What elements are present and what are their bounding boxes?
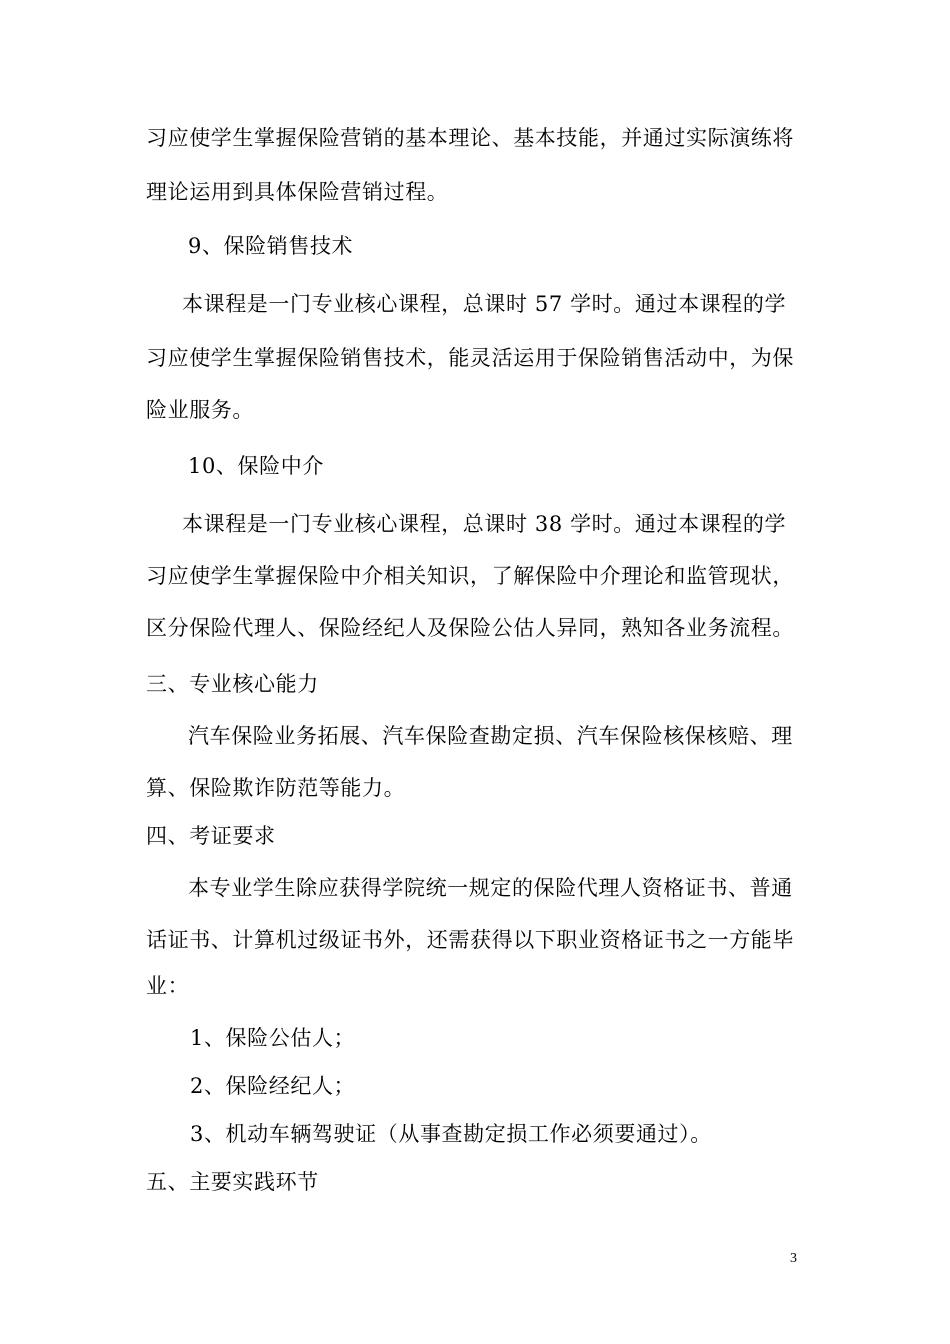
list-item: 2、保险经纪人； — [190, 1074, 356, 1098]
text-line: 业： — [146, 974, 190, 998]
text-line: 算、保险欺诈防范等能力。 — [146, 776, 406, 800]
section-heading: 9、保险销售技术 — [188, 234, 354, 258]
chapter-heading: 五、主要实践环节 — [146, 1170, 319, 1194]
chapter-heading: 四、考证要求 — [146, 824, 276, 848]
list-item: 1、保险公估人； — [190, 1026, 356, 1050]
text-line: 险业服务。 — [146, 398, 254, 422]
chapter-heading: 三、专业核心能力 — [146, 672, 319, 696]
text-line: 习应使学生掌握保险销售技术，能灵活运用于保险销售活动中，为保 — [146, 346, 794, 370]
list-item: 3、机动车辆驾驶证（从事查勘定损工作必须要通过）。 — [190, 1122, 712, 1146]
text-line: 话证书、计算机过级证书外，还需获得以下职业资格证书之一方能毕 — [146, 928, 794, 952]
text-line: 本专业学生除应获得学院统一规定的保险代理人资格证书、普通 — [188, 876, 793, 900]
text-line: 习应使学生掌握保险中介相关知识，了解保险中介理论和监管现状， — [146, 564, 794, 588]
text-line: 本课程是一门专业核心课程，总课时 38 学时。通过本课程的学 — [182, 512, 787, 536]
text-line: 本课程是一门专业核心课程，总课时 57 学时。通过本课程的学 — [182, 292, 787, 316]
page-number: 3 — [790, 1251, 797, 1266]
text-line: 习应使学生掌握保险营销的基本理论、基本技能，并通过实际演练将 — [146, 126, 794, 150]
text-line: 理论运用到具体保险营销过程。 — [146, 180, 449, 204]
text-line: 区分保险代理人、保险经纪人及保险公估人异同，熟知各业务流程。 — [146, 616, 794, 640]
section-heading: 10、保险中介 — [188, 454, 324, 478]
text-line: 汽车保险业务拓展、汽车保险查勘定损、汽车保险核保核赔、理 — [188, 724, 793, 748]
